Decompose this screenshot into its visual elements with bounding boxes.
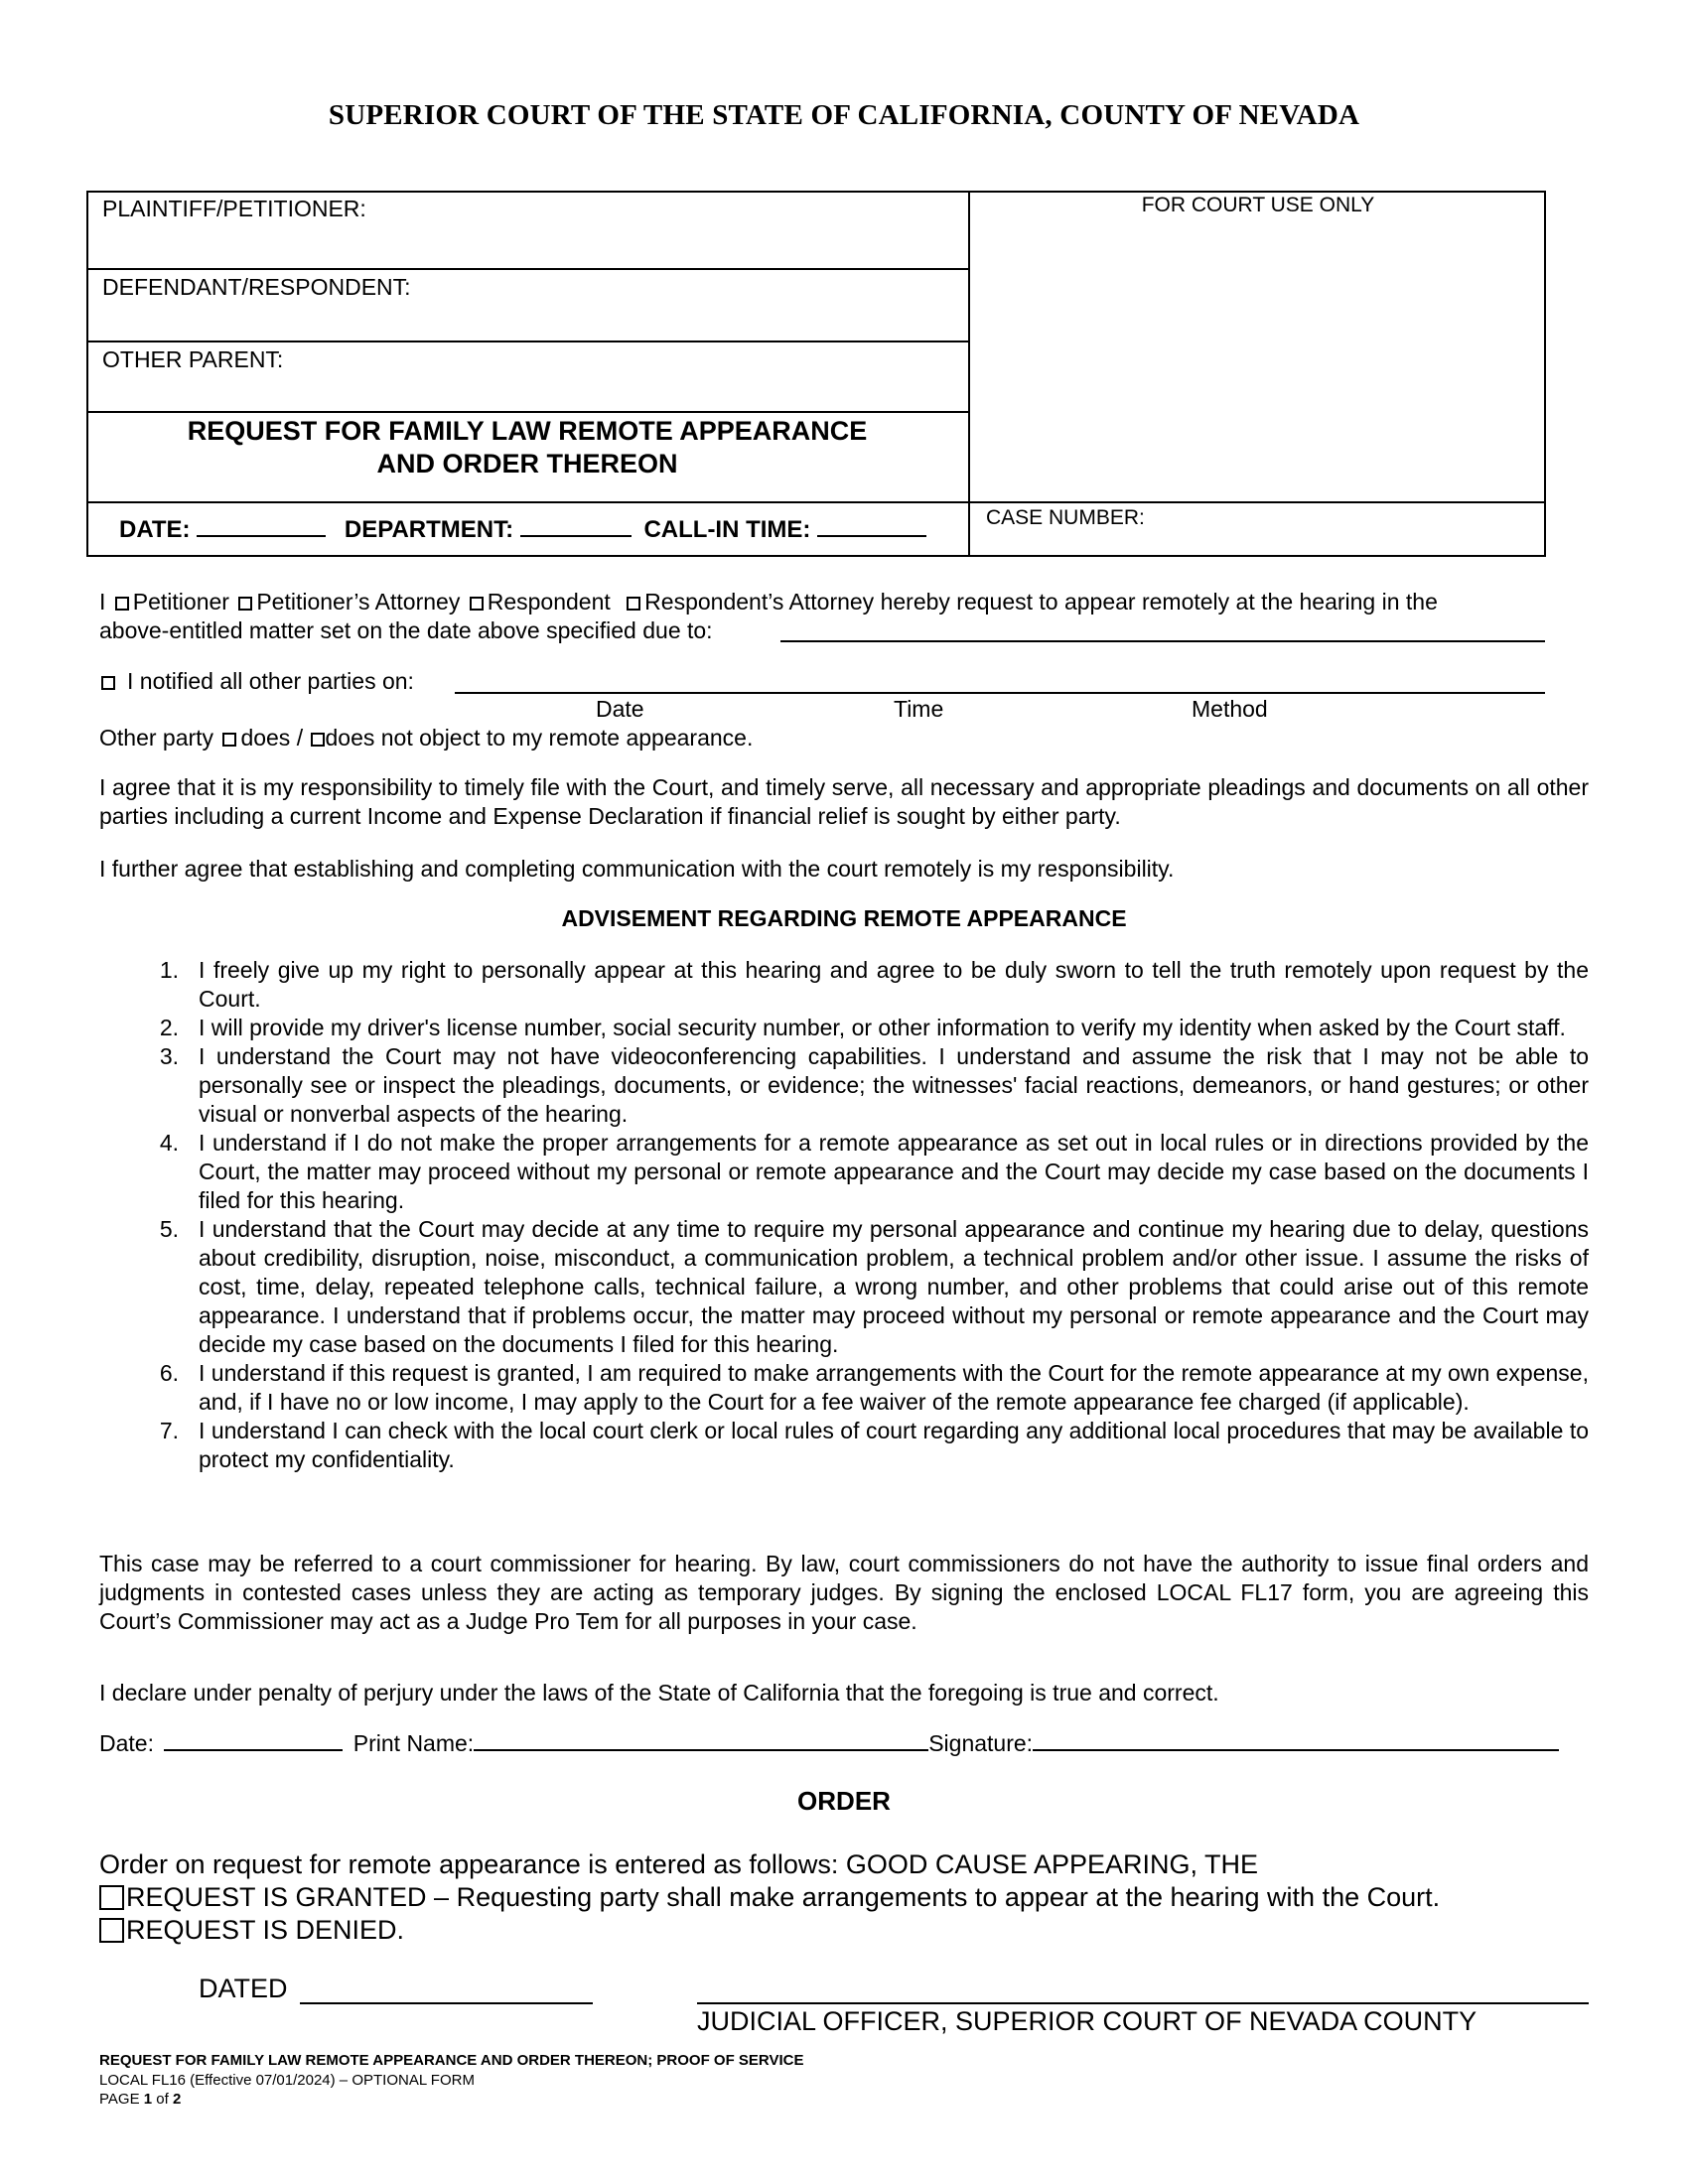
other-parent-label: OTHER PARENT: — [102, 346, 284, 372]
advisement-item-text: I understand I can check with the local court clerk or local rules of court regarding any additional local procedures that may be available to protect my confidentiality. — [199, 1418, 1589, 1472]
department-label: DEPARTMENT: — [344, 516, 514, 543]
department-field[interactable] — [520, 517, 632, 537]
advisement-item — [159, 1014, 1589, 1042]
date-field[interactable] — [197, 517, 326, 537]
further-agreement-paragraph: I further agree that establishing and completing communication with the court remotely is my responsibility. — [99, 856, 1175, 882]
advisement-list — [159, 956, 1589, 1474]
notified-date-caption: Date — [596, 696, 644, 722]
footer-form-id: LOCAL FL16 (Effective 07/01/2024) – OPTIONAL FORM — [99, 2072, 475, 2089]
advisement-item — [159, 1042, 1589, 1129]
advisement-item-number: 4. — [159, 1130, 179, 1156]
perjury-declaration: I declare under penalty of perjury under the laws of the State of California that the foregoing is true and correct. — [99, 1680, 1219, 1706]
request-line: I Petitioner Petitioner’s Attorney Respondent Respondent’s Attorney hereby request to appear remotely at the hearing in the — [99, 589, 1438, 614]
judicial-officer-label: JUDICIAL OFFICER, SUPERIOR COURT OF NEVADA COUNTY — [697, 2006, 1477, 2036]
advisement-item-number: 2. — [159, 1015, 179, 1040]
advisement-item — [159, 956, 1589, 1014]
advisement-item-number: 1. — [159, 957, 179, 983]
advisement-item-number: 5. — [159, 1216, 179, 1242]
advisement-item — [159, 1215, 1589, 1359]
divider-line — [86, 341, 968, 342]
sign-date-field[interactable] — [164, 1729, 343, 1751]
denied-checkbox[interactable] — [99, 1918, 124, 1943]
advisement-item-text: I understand that the Court may decide at any time to require my personal appearance and continue my hearing due to delay, questions about credibility, disruption, noise, misconduct, a communication problem, a technical problem and/or other issue. I assume the risks of cost, time, delay, repeated telephone calls, technical failure, a wrong number, and other problems that could arise out of this remote appearance. I understand that if problems occur, the matter may proceed without my personal or remote appearance and the Court may decide my case based on the documents I filed for this hearing. — [199, 1216, 1589, 1357]
plaintiff-label: PLAINTIFF/PETITIONER: — [102, 196, 366, 221]
print-name-field[interactable] — [474, 1729, 928, 1751]
order-denied-line: REQUEST IS DENIED. — [99, 1914, 404, 1947]
notified-checkbox[interactable] — [101, 676, 115, 690]
form-title: REQUEST FOR FAMILY LAW REMOTE APPEARANCE AND ORDER THEREON — [187, 416, 868, 478]
advisement-item-text: I will provide my driver's license number, social security number, or other information to verify my identity when asked by the Court staff. — [199, 1015, 1566, 1040]
advisement-item-number: 7. — [159, 1418, 179, 1443]
advisement-item-number: 3. — [159, 1043, 179, 1069]
dated-label: DATED — [199, 1974, 288, 2003]
date-label: DATE: — [119, 516, 191, 543]
case-number-label: CASE NUMBER: — [986, 506, 1145, 529]
notified-line: I notified all other parties on: — [99, 667, 414, 696]
advisement-item — [159, 1129, 1589, 1215]
order-heading: ORDER — [797, 1786, 891, 1816]
dated-field[interactable] — [300, 2002, 593, 2004]
notified-method-caption: Method — [1192, 696, 1268, 722]
advisement-item-number: 6. — [159, 1360, 179, 1386]
hearing-fields — [119, 516, 926, 544]
petitioner-attorney-checkbox[interactable] — [238, 597, 252, 611]
order-intro: Order on request for remote appearance is entered as follows: GOOD CAUSE APPEARING, THE — [99, 1849, 1258, 1879]
granted-checkbox[interactable] — [99, 1885, 124, 1910]
footer-title: REQUEST FOR FAMILY LAW REMOTE APPEARANCE AND ORDER THEREON; PROOF OF SERVICE — [99, 2052, 804, 2069]
signature-line — [99, 1729, 1559, 1758]
notified-time-caption: Time — [894, 696, 944, 722]
respondent-attorney-checkbox[interactable] — [627, 597, 640, 611]
commissioner-paragraph: This case may be referred to a court commissioner for hearing. By law, court commissioners do not have the authority to issue final orders and judgments in contested cases unless they are acting as temporary judges. By signing the enclosed LOCAL FL17 form, you are agreeing this Court’s Commissioner may act as a Judge Pro Tem for all purposes in your case. — [99, 1551, 1589, 1634]
does-not-object-checkbox[interactable] — [311, 733, 325, 747]
agreement-paragraph: I agree that it is my responsibility to timely file with the Court, and timely serve, all necessary and appropriate pleadings and documents on all other parties including a current Income and Expense Declaration if financial relief is sought by either party. — [99, 774, 1589, 829]
petitioner-checkbox[interactable] — [115, 597, 129, 611]
request-line-2: above-entitled matter set on the date above specified due to: — [99, 617, 713, 643]
call-in-label: CALL-IN TIME: — [643, 516, 811, 543]
reason-field[interactable] — [780, 640, 1545, 642]
call-in-field[interactable] — [817, 517, 926, 537]
advisement-item-text: I understand if this request is granted, I am required to make arrangements with the Court for the remote appearance at my own expense, and, if I have no or low income, I may apply to the Court for a fee waiver of the remote appearance fee charged (if applicable). — [199, 1360, 1589, 1415]
defendant-label: DEFENDANT/RESPONDENT: — [102, 274, 411, 300]
divider-line — [86, 268, 968, 270]
does-object-checkbox[interactable] — [222, 733, 236, 747]
advisement-item-text: I freely give up my right to personally appear at this hearing and agree to be duly sworn to tell the truth remotely upon request by the Court. — [199, 957, 1589, 1012]
order-granted-line: REQUEST IS GRANTED – Requesting party shall make arrangements to appear at the hearing with the Court. — [99, 1881, 1440, 1914]
signature-label: Signature: — [928, 1730, 1034, 1756]
signature-field[interactable] — [1033, 1729, 1559, 1751]
notified-field[interactable] — [455, 692, 1545, 694]
other-party-line: Other party does / does not object to my remote appearance. — [99, 725, 754, 751]
judicial-signature-field[interactable] — [697, 2002, 1589, 2004]
court-title: SUPERIOR COURT OF THE STATE OF CALIFORNIA, COUNTY OF NEVADA — [328, 99, 1360, 131]
advisement-item-text: I understand if I do not make the proper arrangements for a remote appearance as set out in local rules or in directions provided by the Court, the matter may proceed without my personal or remote appearance and the Court may decide my case based on the documents I filed for this hearing. — [199, 1130, 1589, 1213]
respondent-checkbox[interactable] — [470, 597, 484, 611]
divider-line — [86, 501, 1546, 503]
advisement-item — [159, 1359, 1589, 1417]
advisement-item — [159, 1417, 1589, 1474]
court-use-label: FOR COURT USE ONLY — [1141, 194, 1375, 216]
footer-page-number: PAGE 1 of 2 — [99, 2091, 182, 2108]
divider-line — [86, 411, 968, 413]
print-name-label: Print Name: — [352, 1730, 475, 1756]
advisement-heading: ADVISEMENT REGARDING REMOTE APPEARANCE — [561, 905, 1127, 931]
sign-date-label: Date: — [99, 1730, 154, 1756]
advisement-item-text: I understand the Court may not have videoconferencing capabilities. I understand and assume the risk that I may not be able to personally see or inspect the pleadings, documents, or evidence; the witnesses' facial reactions, demeanors, or hand gestures; or other visual or nonverbal aspects of the hearing. — [199, 1043, 1589, 1127]
